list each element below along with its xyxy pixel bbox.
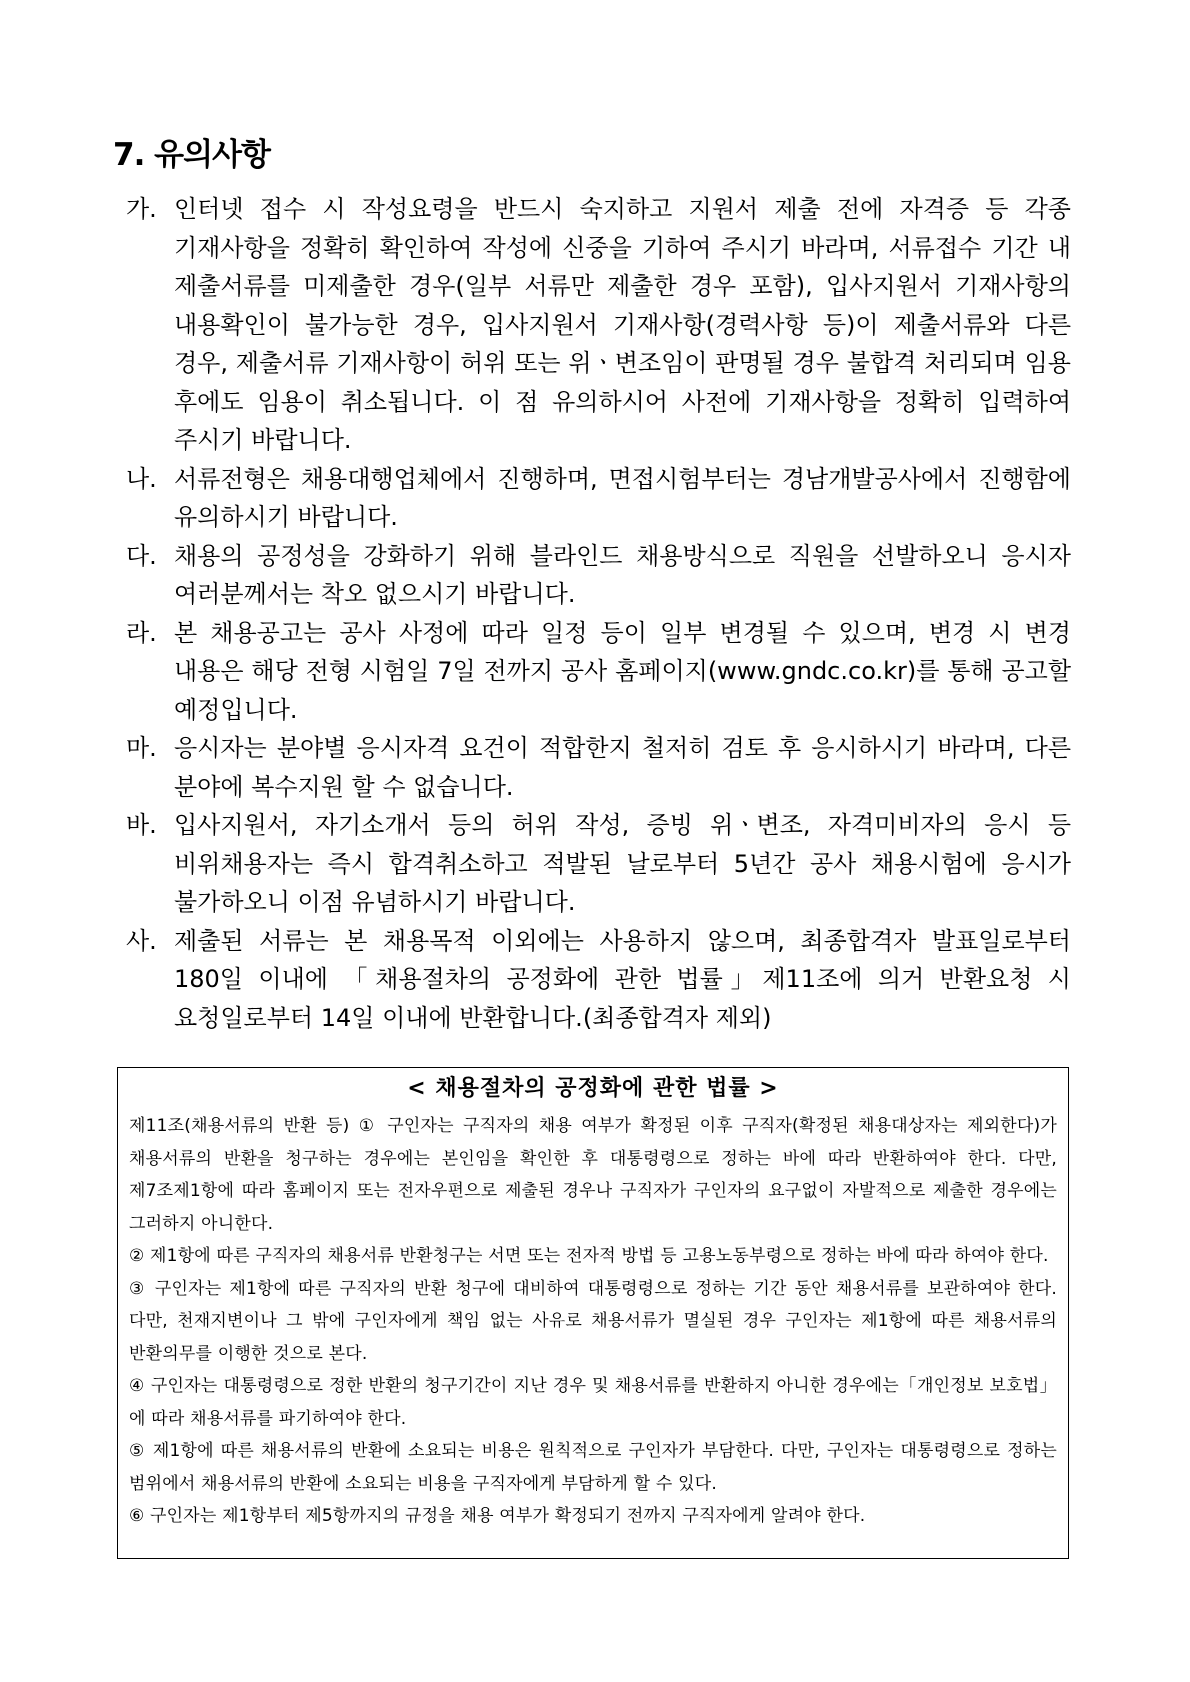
- list-item-marker: 나.: [126, 464, 157, 493]
- list-item: [126, 614, 1071, 730]
- law-box-title: < 채용절차의 공정화에 관한 법률 >: [407, 1076, 779, 1101]
- list-item-marker: 마.: [126, 734, 157, 762]
- law-paragraph: ⑤ 제1항에 따른 채용서류의 반환에 소요되는 비용은 원칙적으로 구인자가 부담한다. 다만, 구인자는 대통령령으로 정하는 범위에서 채용서류의 반환에 소요되는 비용을 구직자에게 부담하게 할 수 있다.: [129, 1441, 1057, 1494]
- list-item: [126, 460, 1071, 537]
- law-paragraph: 제11조(채용서류의 반환 등) ① 구인자는 구직자의 채용 여부가 확정된 이후 구직자(확정된 채용대상자는 제외한다)가 채용서류의 반환을 청구하는 경우에는 본인임을 확인한 후 대통령령으로 정하는 바에 따라 반환하여야 한다. 다만, 제7조제1항에 따라 홈페이지 또는 전자우편으로 제출된 경우나 구직자가 구인자의 요구없이 자발적으로 제출한 경우에는 그러하지 아니한다.: [129, 1116, 1057, 1234]
- list-item-marker: 사.: [126, 926, 157, 955]
- list-item-text: 응시자는 분야별 응시자격 요건이 적합한지 철저히 검토 후 응시하시기 바라며, 다른 분야에 복수지원 할 수 없습니다.: [174, 734, 1071, 801]
- list-item-marker: 라.: [126, 618, 157, 647]
- list-item: [126, 729, 1071, 806]
- list-item-text: 제출된 서류는 본 채용목적 이외에는 사용하지 않으며, 최종합격자 발표일로부터 180일 이내에 「채용절차의 공정화에 관한 법률」제11조에 의거 반환요청 시 요청일로부터 14일 이내에 반환합니다.(최종합격자 제외): [174, 926, 1071, 1032]
- list-item-text: 입사지원서, 자기소개서 등의 허위 작성, 증빙 위ㆍ변조, 자격미비자의 응시 등 비위채용자는 즉시 합격취소하고 적발된 날로부터 5년간 공사 채용시험에 응시가 불가하오니 이점 유념하시기 바랍니다.: [174, 811, 1071, 916]
- law-paragraph: ② 제1항에 따른 구직자의 채용서류 반환청구는 서면 또는 전자적 방법 등 고용노동부령으로 정하는 바에 따라 하여야 한다.: [129, 1246, 1049, 1266]
- list-item: [126, 922, 1071, 1038]
- list-item-text: 본 채용공고는 공사 사정에 따라 일정 등이 일부 변경될 수 있으며, 변경 시 변경 내용은 해당 전형 시험일 7일 전까지 공사 홈페이지(www.gndc.co.kr)를 통해 공고할 예정입니다.: [174, 618, 1071, 724]
- list-item-text: 서류전형은 채용대행업체에서 진행하며, 면접시험부터는 경남개발공사에서 진행함에 유의하시기 바랍니다.: [174, 464, 1071, 531]
- notice-list: [126, 190, 1071, 1037]
- list-item-marker: 다.: [126, 541, 157, 570]
- section-heading: 7. 유의사항: [113, 137, 270, 173]
- list-item: [126, 537, 1071, 614]
- list-item-marker: 가.: [126, 195, 157, 223]
- list-item-marker: 바.: [126, 811, 157, 839]
- list-item-text: 채용의 공정성을 강화하기 위해 블라인드 채용방식으로 직원을 선발하오니 응시자 여러분께서는 착오 없으시기 바랍니다.: [174, 541, 1071, 608]
- law-excerpt-box: [117, 1067, 1069, 1559]
- list-item-text: 인터넷 접수 시 작성요령을 반드시 숙지하고 지원서 제출 전에 자격증 등 각종 기재사항을 정확히 확인하여 작성에 신중을 기하여 주시기 바라며, 서류접수 기간 내 제출서류를 미제출한 경우(일부 서류만 제출한 경우 포함), 입사지원서 기재사항의 내용확인이 불가능한 경우, 입사지원서 기재사항(경력사항 등)이 제출서류와 다른 경우, 제출서류 기재사항이 허위 또는 위ㆍ변조임이 판명될 경우 불합격 처리되며 임용 후에도 임용이 취소됩니다. 이 점 유의하시어 사전에 기재사항을 정확히 입력하여 주시기 바랍니다.: [174, 195, 1071, 454]
- list-item: [126, 190, 1071, 460]
- law-paragraph: ④ 구인자는 대통령령으로 정한 반환의 청구기간이 지난 경우 및 채용서류를 반환하지 아니한 경우에는「개인정보 보호법」에 따라 채용서류를 파기하여야 한다.: [129, 1376, 1057, 1429]
- list-item: [126, 806, 1071, 922]
- law-paragraph: ⑥ 구인자는 제1항부터 제5항까지의 규정을 채용 여부가 확정되기 전까지 구직자에게 알려야 한다.: [129, 1506, 866, 1526]
- law-paragraph: ③ 구인자는 제1항에 따른 구직자의 반환 청구에 대비하여 대통령령으로 정하는 기간 동안 채용서류를 보관하여야 한다. 다만, 천재지변이나 그 밖에 구인자에게 책임 없는 사유로 채용서류가 멸실된 경우 구인자는 제1항에 따른 채용서류의 반환의무를 이행한 것으로 본다.: [129, 1278, 1057, 1364]
